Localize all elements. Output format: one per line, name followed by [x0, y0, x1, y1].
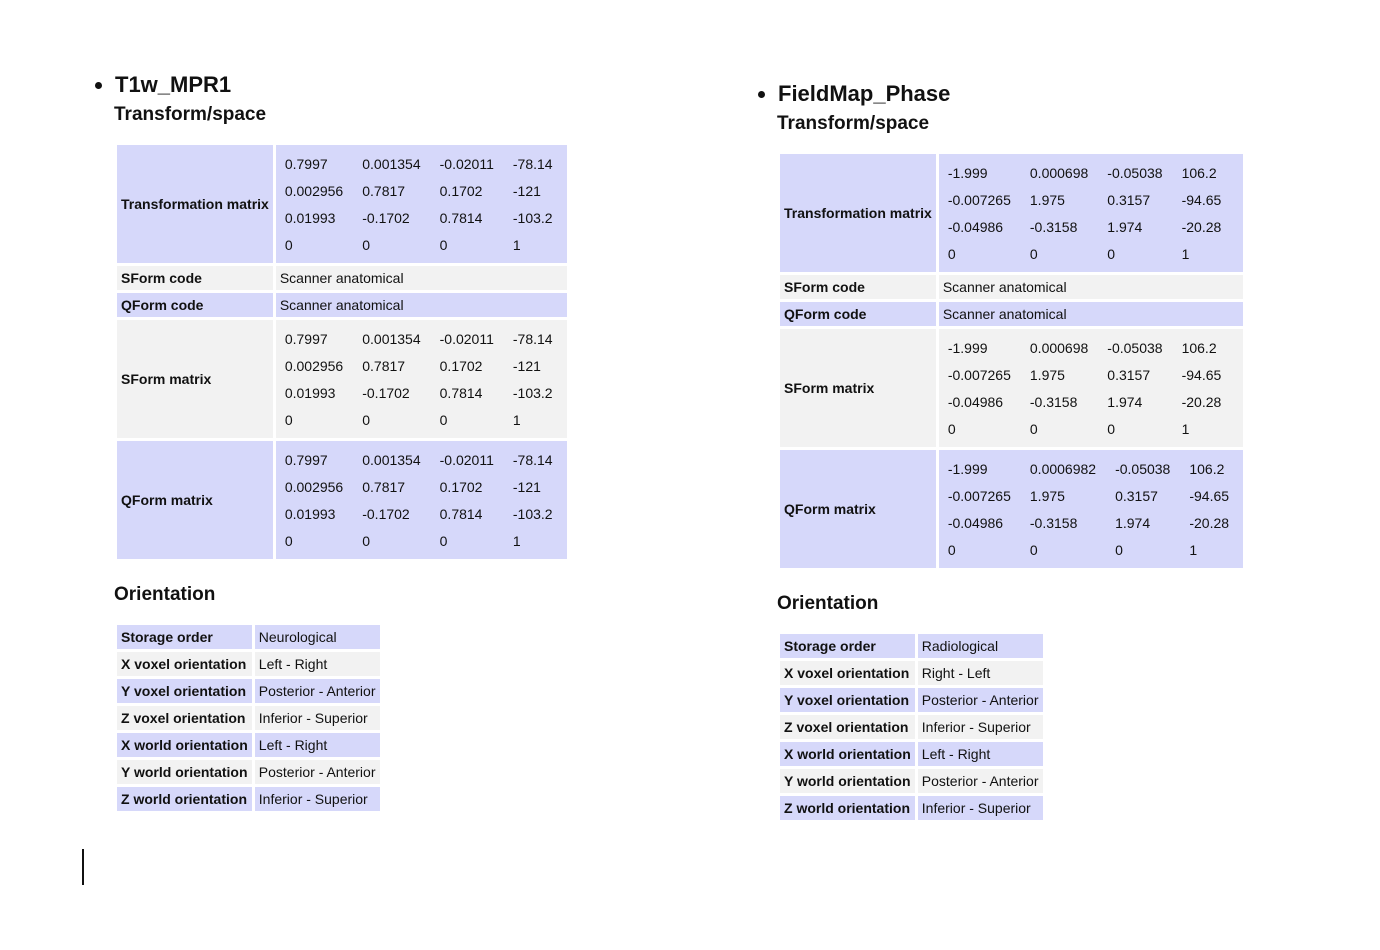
row-label: SForm matrix	[117, 320, 273, 438]
matrix-cell: 0.3157	[1107, 191, 1151, 208]
matrix-cell: -0.02011	[439, 330, 494, 347]
orientation-row	[780, 661, 1043, 685]
matrix-cell: -1.999	[947, 339, 988, 356]
transform-table	[114, 142, 570, 562]
transform-heading: Transform/space	[777, 113, 930, 134]
matrix-cell: -20.28	[1189, 514, 1230, 531]
row-value	[939, 154, 1243, 272]
row-label: X voxel orientation	[117, 652, 252, 676]
matrix-cell: 0.7817	[362, 182, 406, 199]
orientation-row	[780, 769, 1043, 793]
matrix-cell: 0	[362, 411, 371, 428]
matrix-cell: 0.7814	[439, 384, 483, 401]
matrix-cell: -0.05038	[1107, 164, 1163, 181]
orientation-row	[780, 715, 1043, 739]
matrix-row	[941, 482, 1241, 509]
row-value	[939, 329, 1243, 447]
matrix-cell: 0.7997	[284, 330, 328, 347]
sform-code-row	[117, 266, 567, 290]
matrix-cell: -0.04986	[947, 218, 1004, 235]
matrix-cell: 0	[284, 411, 293, 428]
matrix-cell: 0	[439, 236, 448, 253]
row-value: Radiological	[918, 634, 1043, 658]
orientation-row	[117, 706, 380, 730]
matrix-cell: 0	[947, 420, 956, 437]
transform-table	[777, 151, 1246, 571]
series-title-text: FieldMap_Phase	[778, 81, 951, 106]
matrix-cell: -78.14	[512, 155, 553, 172]
row-value: Scanner anatomical	[276, 266, 567, 290]
matrix-row	[941, 213, 1233, 240]
row-value: Inferior - Superior	[255, 706, 380, 730]
matrix-cell: -121	[512, 357, 541, 374]
matrix-cell: 1	[512, 532, 521, 549]
orientation-row	[117, 625, 380, 649]
matrix-cell: 1	[1181, 245, 1190, 262]
row-label: Y world orientation	[117, 760, 252, 784]
matrix-cell: 1.975	[1029, 191, 1065, 208]
orientation-row	[780, 634, 1043, 658]
row-label: Transformation matrix	[780, 154, 936, 272]
matrix-row	[941, 455, 1241, 482]
matrix-cell: -0.04986	[947, 514, 1004, 531]
matrix-cell: 0	[284, 532, 293, 549]
matrix-cell: -94.65	[1181, 366, 1222, 383]
matrix-row	[941, 388, 1233, 415]
matrix-cell: -0.05038	[1115, 460, 1171, 477]
matrix-cell: 0	[1107, 420, 1116, 437]
row-label: Z voxel orientation	[780, 715, 915, 739]
matrix-cell: -20.28	[1181, 393, 1222, 410]
matrix-row	[941, 159, 1233, 186]
row-label: Y voxel orientation	[117, 679, 252, 703]
matrix-cell: 106.2	[1189, 460, 1225, 477]
series-title	[92, 68, 570, 102]
transformation-matrix-row	[117, 145, 567, 263]
matrix-cell: 0	[284, 236, 293, 253]
row-label: QForm matrix	[780, 450, 936, 568]
matrix-cell: 106.2	[1181, 164, 1217, 181]
matrix-cell: 0	[439, 411, 448, 428]
matrix-cell: 0.002956	[284, 478, 344, 495]
matrix-cell: 0.002956	[284, 357, 344, 374]
matrix-cell: -103.2	[512, 505, 553, 522]
matrix-cell: -103.2	[512, 384, 553, 401]
orientation-row	[117, 760, 380, 784]
row-label: X world orientation	[780, 742, 915, 766]
matrix-row	[941, 334, 1233, 361]
matrix-row	[278, 150, 565, 177]
matrix-cell: 0	[947, 541, 956, 558]
row-value	[276, 320, 567, 438]
row-label: Transformation matrix	[117, 145, 273, 263]
matrix-cell: 1.974	[1115, 514, 1151, 531]
matrix-row	[941, 186, 1233, 213]
matrix-cell: 0.000698	[1029, 339, 1089, 356]
matrix-cell: -78.14	[512, 330, 553, 347]
matrix-cell: -103.2	[512, 209, 553, 226]
orientation-heading: Orientation	[777, 593, 879, 614]
matrix-grid	[941, 159, 1233, 267]
row-label: Y world orientation	[780, 769, 915, 793]
row-label: Z world orientation	[117, 787, 252, 811]
row-label: SForm matrix	[780, 329, 936, 447]
row-value: Posterior - Anterior	[255, 760, 380, 784]
qform-matrix-row	[780, 450, 1243, 568]
row-label: Storage order	[780, 634, 915, 658]
matrix-cell: -0.1702	[362, 384, 410, 401]
row-label: QForm code	[780, 302, 936, 326]
matrix-cell: -0.04986	[947, 393, 1004, 410]
matrix-cell: 0.001354	[362, 330, 421, 347]
matrix-row	[278, 500, 565, 527]
row-value: Left - Right	[918, 742, 1043, 766]
row-value: Scanner anatomical	[276, 293, 567, 317]
row-label: Z voxel orientation	[117, 706, 252, 730]
text-cursor	[82, 849, 84, 885]
matrix-cell: -0.02011	[439, 451, 494, 468]
bullet-icon	[95, 82, 102, 89]
qform-matrix-row	[117, 441, 567, 559]
matrix-cell: 106.2	[1181, 339, 1217, 356]
matrix-grid	[278, 325, 565, 433]
orientation-row	[117, 679, 380, 703]
sform-matrix-row	[117, 320, 567, 438]
matrix-cell: 1.974	[1107, 218, 1143, 235]
matrix-cell: -0.3158	[1029, 393, 1078, 410]
sform-code-row	[780, 275, 1243, 299]
row-label: SForm code	[780, 275, 936, 299]
matrix-cell: 1.975	[1029, 366, 1065, 383]
matrix-row	[278, 446, 565, 473]
matrix-cell: -1.999	[947, 460, 988, 477]
orientation-row	[780, 742, 1043, 766]
row-value: Inferior - Superior	[918, 796, 1043, 820]
row-label: X voxel orientation	[780, 661, 915, 685]
row-value: Scanner anatomical	[939, 302, 1243, 326]
matrix-cell: -0.05038	[1107, 339, 1163, 356]
matrix-cell: 1	[512, 236, 521, 253]
row-value: Posterior - Anterior	[918, 769, 1043, 793]
matrix-cell: 0	[947, 245, 956, 262]
image-info-fieldmap	[755, 77, 1246, 823]
qform-code-row	[780, 302, 1243, 326]
matrix-cell: 0	[1107, 245, 1116, 262]
row-value: Neurological	[255, 625, 380, 649]
row-value: Right - Left	[918, 661, 1043, 685]
row-value	[276, 441, 567, 559]
row-label: QForm code	[117, 293, 273, 317]
matrix-row	[941, 415, 1233, 442]
matrix-row	[278, 325, 565, 352]
matrix-cell: 0	[439, 532, 448, 549]
row-value: Inferior - Superior	[255, 787, 380, 811]
matrix-cell: 0.000698	[1029, 164, 1089, 181]
matrix-cell: 0.7814	[439, 505, 483, 522]
matrix-cell: -94.65	[1189, 487, 1230, 504]
matrix-row	[941, 240, 1233, 267]
matrix-cell: 0.7817	[362, 357, 406, 374]
row-value: Posterior - Anterior	[918, 688, 1043, 712]
row-label: X world orientation	[117, 733, 252, 757]
matrix-cell: -94.65	[1181, 191, 1222, 208]
matrix-cell: -20.28	[1181, 218, 1222, 235]
matrix-cell: -121	[512, 182, 541, 199]
matrix-cell: 0.001354	[362, 155, 421, 172]
matrix-row	[278, 352, 565, 379]
qform-code-row	[117, 293, 567, 317]
matrix-cell: -78.14	[512, 451, 553, 468]
matrix-cell: 0.1702	[439, 357, 483, 374]
matrix-cell: 0	[1115, 541, 1123, 558]
matrix-cell: 0	[362, 236, 371, 253]
matrix-cell: -121	[512, 478, 541, 495]
orientation-table	[777, 631, 1046, 823]
matrix-cell: 0.7814	[439, 209, 483, 226]
matrix-grid	[278, 446, 565, 554]
matrix-row	[278, 204, 565, 231]
matrix-cell: 0.0006982	[1029, 460, 1097, 477]
matrix-cell: -0.02011	[439, 155, 494, 172]
matrix-cell: 0.01993	[284, 209, 336, 226]
matrix-cell: 0.1702	[439, 478, 483, 495]
matrix-row	[941, 536, 1241, 563]
matrix-cell: 0.7817	[362, 478, 406, 495]
row-value: Posterior - Anterior	[255, 679, 380, 703]
matrix-cell: 1	[1189, 541, 1198, 558]
matrix-cell: 0.3157	[1115, 487, 1158, 504]
row-label: Z world orientation	[780, 796, 915, 820]
row-value	[276, 145, 567, 263]
matrix-grid	[278, 150, 565, 258]
matrix-row	[278, 406, 565, 433]
orientation-row	[780, 688, 1043, 712]
matrix-cell: 0	[1029, 420, 1038, 437]
matrix-cell: 0.01993	[284, 505, 336, 522]
orientation-table	[114, 622, 383, 814]
matrix-cell: -0.007265	[947, 191, 1011, 208]
row-value: Left - Right	[255, 733, 380, 757]
matrix-cell: 0.1702	[439, 182, 483, 199]
matrix-cell: 0.01993	[284, 384, 336, 401]
matrix-cell: 0.3157	[1107, 366, 1151, 383]
orientation-row	[780, 796, 1043, 820]
matrix-cell: 0.7997	[284, 155, 328, 172]
matrix-cell: -0.1702	[362, 505, 410, 522]
row-label: Storage order	[117, 625, 252, 649]
matrix-row	[278, 473, 565, 500]
bullet-icon	[758, 91, 765, 98]
transformation-matrix-row	[780, 154, 1243, 272]
orientation-row	[117, 652, 380, 676]
orientation-row	[117, 733, 380, 757]
series-title	[755, 77, 1246, 111]
matrix-cell: -0.3158	[1029, 218, 1078, 235]
matrix-cell: 0	[362, 532, 371, 549]
transform-heading: Transform/space	[114, 104, 267, 125]
matrix-cell: -0.3158	[1029, 514, 1078, 531]
orientation-heading: Orientation	[114, 584, 216, 605]
row-label: Y voxel orientation	[780, 688, 915, 712]
row-value: Inferior - Superior	[918, 715, 1043, 739]
matrix-cell: 0.001354	[362, 451, 421, 468]
matrix-row	[278, 379, 565, 406]
row-label: SForm code	[117, 266, 273, 290]
orientation-row	[117, 787, 380, 811]
matrix-cell: -1.999	[947, 164, 988, 181]
matrix-cell: 0	[1029, 245, 1038, 262]
matrix-cell: -0.007265	[947, 366, 1011, 383]
matrix-grid	[941, 334, 1233, 442]
matrix-row	[278, 177, 565, 204]
matrix-cell: -0.1702	[362, 209, 410, 226]
row-label: QForm matrix	[117, 441, 273, 559]
matrix-row	[278, 231, 565, 258]
matrix-cell: 1	[512, 411, 521, 428]
matrix-cell: 1.975	[1029, 487, 1065, 504]
series-title-text: T1w_MPR1	[115, 72, 232, 97]
matrix-cell: 0	[1029, 541, 1038, 558]
row-value: Scanner anatomical	[939, 275, 1243, 299]
matrix-cell: 0.7997	[284, 451, 328, 468]
row-value	[939, 450, 1243, 568]
matrix-row	[278, 527, 565, 554]
matrix-row	[941, 509, 1241, 536]
matrix-cell: 0.002956	[284, 182, 344, 199]
row-value: Left - Right	[255, 652, 380, 676]
matrix-grid	[941, 455, 1241, 563]
sform-matrix-row	[780, 329, 1243, 447]
matrix-cell: 1.974	[1107, 393, 1143, 410]
image-info-t1w	[92, 68, 570, 814]
matrix-cell: -0.007265	[947, 487, 1011, 504]
matrix-cell: 1	[1181, 420, 1190, 437]
matrix-row	[941, 361, 1233, 388]
